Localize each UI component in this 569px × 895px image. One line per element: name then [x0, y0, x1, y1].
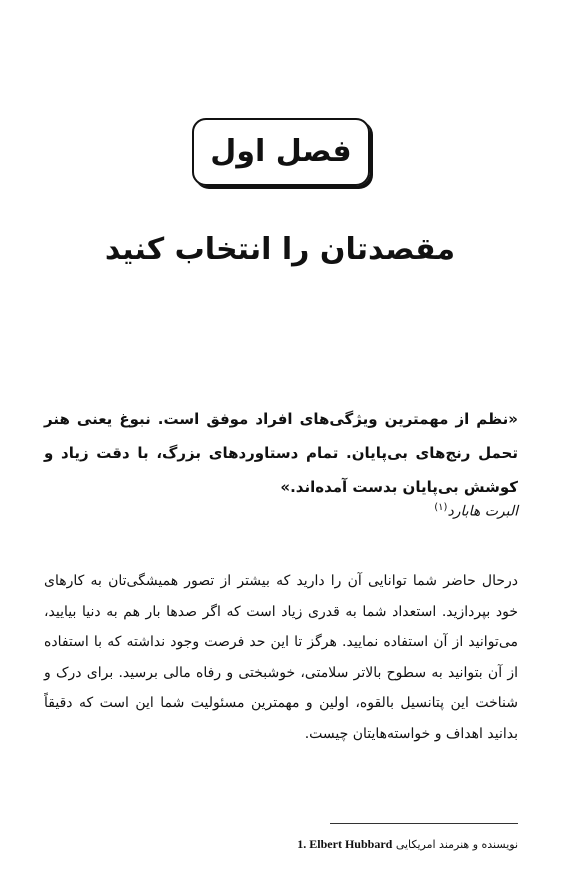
footnote: [44, 836, 518, 853]
chapter-title: مقصدتان را انتخاب کنید: [104, 232, 456, 267]
body-paragraph: درحال حاضر شما توانایی آن را دارید که بیشتر از تصور همیشگی‌تان به کارهای خود بپردازید. استعداد شما به قدری زیاد است که اگر صدها بار هم به دنیا بیایید، می‌توانید از آن استفاده نمایید. هرگز تا این حد فرصت وجود نداشته که با استفاده از آن بتوانید به سطوح بالاتر سلامتی، خوشبختی و رفاه مالی برسید. برای درک و شناخت این پتانسیل بالقوه، اولین و مهمترین مسئولیت شما این است که دقیقاً بدانید اهداف و خواسته‌هایتان چیست.: [44, 573, 518, 742]
epigraph-author-name: البرت هابارد: [447, 503, 518, 520]
footnote-name: 1. Elbert Hubbard: [297, 837, 393, 851]
epigraph-author: [300, 494, 518, 526]
footnote-divider: [330, 823, 518, 824]
footnote-reference: (۱): [434, 502, 448, 513]
epigraph-quote: «نظم از مهمترین ویژگی‌های افراد موفق است. نبوغ یعنی هنر تحمل رنج‌های بی‌پایان. تمام دستاوردهای بزرگ، با دقت زیاد و کوشش بی‌پایان بدست آمده‌اند.»: [44, 410, 518, 496]
footnote-description: نویسنده و هنرمند امریکایی: [395, 838, 518, 851]
chapter-label-box: [192, 118, 370, 186]
chapter-label: فصل اول: [210, 134, 352, 169]
